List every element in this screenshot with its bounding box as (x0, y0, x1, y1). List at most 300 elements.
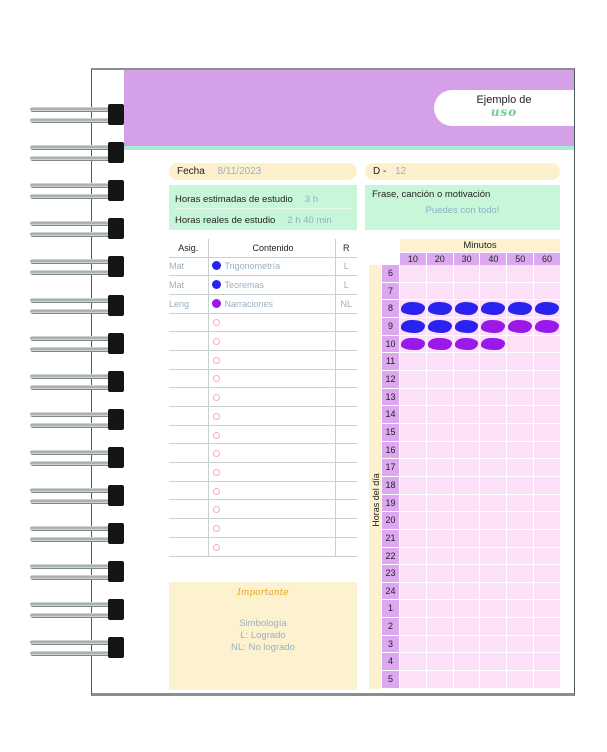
empty-circle-icon[interactable] (213, 432, 220, 439)
time-slot-cell[interactable] (427, 406, 453, 423)
time-slot-cell[interactable] (427, 442, 453, 459)
time-slot-cell[interactable] (534, 300, 560, 317)
time-slot-cell[interactable] (480, 459, 506, 476)
colored-mark-icon (455, 320, 479, 333)
time-slot-cell[interactable] (400, 512, 426, 529)
time-slot-cell[interactable] (427, 530, 453, 547)
ring-wire (30, 374, 120, 379)
time-slot-cell[interactable] (507, 583, 533, 600)
time-slot-cell[interactable] (427, 548, 453, 565)
cell-asig[interactable] (169, 350, 208, 369)
time-slot-cell[interactable] (454, 530, 480, 547)
hour-label: 22 (382, 548, 399, 565)
time-slot-cell[interactable] (427, 477, 453, 494)
title-line1: Ejemplo de (476, 94, 532, 106)
time-slot-cell[interactable] (427, 265, 453, 282)
cell-contenido[interactable] (208, 481, 335, 500)
time-slot-cell[interactable] (454, 512, 480, 529)
time-slot-cell[interactable] (400, 371, 426, 388)
time-slot-cell[interactable] (507, 389, 533, 406)
cell-asig[interactable] (169, 481, 208, 500)
date-field[interactable] (169, 163, 357, 180)
hour-row (382, 283, 560, 301)
table-row[interactable] (169, 500, 357, 519)
hour-row (382, 371, 560, 389)
time-slot-cell[interactable] (534, 636, 560, 653)
time-slot-cell[interactable] (507, 406, 533, 423)
cell-asig[interactable] (169, 500, 208, 519)
colored-mark-icon (401, 320, 425, 333)
time-slot-cell[interactable] (400, 636, 426, 653)
time-slot-cell[interactable] (507, 495, 533, 512)
time-slot-cell[interactable] (534, 548, 560, 565)
time-slot-cell[interactable] (480, 318, 506, 335)
hour-row (382, 530, 560, 548)
time-slot-cell[interactable] (507, 671, 533, 688)
colored-mark-icon (455, 302, 479, 315)
empty-circle-icon[interactable] (213, 506, 220, 513)
time-slot-cell[interactable] (480, 265, 506, 282)
ring-wire (30, 385, 120, 390)
contenido-text: Trigonometría (224, 261, 281, 272)
time-slot-cell[interactable] (507, 548, 533, 565)
cell-contenido[interactable] (208, 388, 335, 407)
hour-row (382, 565, 560, 583)
hour-label: 15 (382, 424, 399, 441)
hour-row (382, 265, 560, 283)
time-slot-cell[interactable] (454, 671, 480, 688)
time-slot-cell[interactable] (427, 636, 453, 653)
ring-wire (30, 221, 120, 226)
cell-contenido[interactable] (208, 350, 335, 369)
time-slot-cell[interactable] (534, 353, 560, 370)
cell-asig[interactable] (169, 444, 208, 463)
cell-contenido[interactable] (208, 463, 335, 482)
time-slot-cell[interactable] (534, 318, 560, 335)
time-slot-cell[interactable] (400, 442, 426, 459)
table-row[interactable] (169, 332, 357, 351)
time-slot-cell[interactable] (454, 618, 480, 635)
time-slot-cell[interactable] (534, 336, 560, 353)
time-slot-cell[interactable] (534, 600, 560, 617)
cell-r[interactable]: NL (335, 294, 357, 313)
ring-hole (108, 409, 124, 430)
cell-contenido[interactable] (208, 444, 335, 463)
cell-r[interactable] (335, 425, 357, 444)
time-slot-cell[interactable] (507, 618, 533, 635)
time-slot-cell[interactable] (480, 618, 506, 635)
time-slot-cell[interactable] (427, 300, 453, 317)
time-slot-cell[interactable] (454, 565, 480, 582)
estimated-hours-label: Horas estimadas de estudio (175, 194, 293, 205)
time-slot-cell[interactable] (454, 583, 480, 600)
binding-ring (28, 296, 124, 316)
time-slot-cell[interactable] (480, 600, 506, 617)
day-label: D - (373, 166, 387, 177)
time-slot-cell[interactable] (427, 283, 453, 300)
time-slot-cell[interactable] (480, 530, 506, 547)
time-slot-cell[interactable] (507, 371, 533, 388)
table-row[interactable] (169, 350, 357, 369)
time-slot-cell[interactable] (454, 371, 480, 388)
study-table (169, 239, 357, 557)
binding-ring (28, 219, 124, 239)
time-slot-cell[interactable] (427, 336, 453, 353)
time-slot-cell[interactable] (454, 318, 480, 335)
real-hours-row[interactable] (175, 211, 351, 230)
hour-row (382, 459, 560, 477)
cell-asig[interactable] (169, 463, 208, 482)
cell-contenido[interactable] (208, 407, 335, 426)
cell-r[interactable] (335, 537, 357, 556)
time-slot-cell[interactable] (507, 265, 533, 282)
time-slot-cell[interactable] (507, 442, 533, 459)
table-row[interactable] (169, 369, 357, 388)
time-slot-cell[interactable] (427, 371, 453, 388)
time-slot-cell[interactable] (427, 618, 453, 635)
cell-r[interactable]: L (335, 276, 357, 295)
time-slot-cell[interactable] (454, 600, 480, 617)
time-slot-cell[interactable] (480, 283, 506, 300)
table-row[interactable] (169, 388, 357, 407)
table-row[interactable] (169, 444, 357, 463)
time-slot-cell[interactable] (480, 389, 506, 406)
time-slot-cell[interactable] (480, 653, 506, 670)
ring-wire (30, 107, 120, 112)
time-slot-cell[interactable] (400, 283, 426, 300)
cell-asig[interactable]: Mat (169, 257, 208, 276)
ring-hole (108, 485, 124, 506)
col-header-contenido: Contenido (208, 239, 335, 257)
binding-ring (28, 638, 124, 658)
table-row[interactable] (169, 537, 357, 556)
cell-contenido[interactable] (208, 519, 335, 538)
table-row[interactable] (169, 463, 357, 482)
hour-label: 8 (382, 300, 399, 317)
time-slot-cell[interactable] (480, 671, 506, 688)
time-slot-cell[interactable] (507, 459, 533, 476)
empty-circle-icon[interactable] (213, 319, 220, 326)
hour-row (382, 442, 560, 460)
time-slot-cell[interactable] (427, 653, 453, 670)
empty-circle-icon[interactable] (213, 469, 220, 476)
time-slot-cell[interactable] (400, 548, 426, 565)
hour-label: 1 (382, 600, 399, 617)
time-slot-cell[interactable] (400, 353, 426, 370)
time-slot-cell[interactable] (480, 442, 506, 459)
colored-mark-icon (481, 302, 505, 315)
table-row[interactable] (169, 276, 357, 295)
cell-asig[interactable] (169, 313, 208, 332)
time-slot-cell[interactable] (507, 512, 533, 529)
time-slot-cell[interactable] (534, 265, 560, 282)
time-slot-cell[interactable] (480, 336, 506, 353)
binding-ring (28, 562, 124, 582)
time-slot-cell[interactable] (507, 600, 533, 617)
time-slot-cell[interactable] (400, 318, 426, 335)
cell-r[interactable] (335, 313, 357, 332)
hour-label: 6 (382, 265, 399, 282)
ring-wire (30, 194, 120, 199)
hour-label: 11 (382, 353, 399, 370)
hour-rows (382, 265, 560, 689)
time-slot-cell[interactable] (400, 336, 426, 353)
time-slot-cell[interactable] (454, 300, 480, 317)
table-row[interactable] (169, 425, 357, 444)
contenido-text: Narraciones (224, 298, 274, 309)
empty-circle-icon[interactable] (213, 413, 220, 420)
time-slot-cell[interactable] (507, 353, 533, 370)
day-field[interactable] (365, 163, 560, 180)
time-slot-cell[interactable] (427, 583, 453, 600)
time-slot-cell[interactable] (400, 530, 426, 547)
hour-row (382, 495, 560, 513)
time-slot-cell[interactable] (534, 565, 560, 582)
time-slot-cell[interactable] (507, 300, 533, 317)
time-slot-cell[interactable] (480, 477, 506, 494)
time-slot-cell[interactable] (507, 530, 533, 547)
time-slot-cell[interactable] (507, 636, 533, 653)
table-row[interactable] (169, 519, 357, 538)
cell-asig[interactable] (169, 425, 208, 444)
real-hours-label: Horas reales de estudio (175, 215, 276, 226)
time-slot-cell[interactable] (427, 459, 453, 476)
table-row[interactable] (169, 257, 357, 276)
time-slot-cell[interactable] (507, 477, 533, 494)
cell-asig[interactable] (169, 369, 208, 388)
hour-row (382, 653, 560, 671)
time-slot-cell[interactable] (454, 495, 480, 512)
minute-header-cell: 50 (507, 253, 533, 265)
time-slot-cell[interactable] (480, 424, 506, 441)
time-slot-cell[interactable] (507, 565, 533, 582)
time-slot-cell[interactable] (400, 600, 426, 617)
ring-hole (108, 142, 124, 163)
time-slot-cell[interactable] (534, 459, 560, 476)
time-slot-cell[interactable] (507, 283, 533, 300)
cell-contenido[interactable] (208, 369, 335, 388)
hour-label: 5 (382, 671, 399, 688)
time-slot-cell[interactable] (480, 565, 506, 582)
ring-wire (30, 640, 120, 645)
cell-asig[interactable] (169, 332, 208, 351)
hour-row (382, 300, 560, 318)
cell-asig[interactable] (169, 537, 208, 556)
hour-label: 20 (382, 512, 399, 529)
time-slot-cell[interactable] (480, 371, 506, 388)
time-slot-cell[interactable] (427, 565, 453, 582)
hour-row (382, 548, 560, 566)
time-slot-cell[interactable] (454, 424, 480, 441)
time-slot-cell[interactable] (534, 583, 560, 600)
time-slot-cell[interactable] (534, 371, 560, 388)
motivation-box[interactable] (365, 185, 560, 230)
cell-contenido[interactable] (208, 313, 335, 332)
cell-contenido[interactable] (208, 332, 335, 351)
time-slot-cell[interactable] (534, 406, 560, 423)
time-slot-cell[interactable] (427, 389, 453, 406)
time-slot-cell[interactable] (400, 265, 426, 282)
empty-circle-icon[interactable] (213, 488, 220, 495)
time-slot-cell[interactable] (427, 600, 453, 617)
time-slot-cell[interactable] (400, 583, 426, 600)
cell-asig[interactable] (169, 407, 208, 426)
time-slot-cell[interactable] (480, 495, 506, 512)
ring-hole (108, 256, 124, 277)
cell-r[interactable] (335, 463, 357, 482)
cell-r[interactable] (335, 369, 357, 388)
time-slot-cell[interactable] (400, 389, 426, 406)
hour-label: 2 (382, 618, 399, 635)
cell-r[interactable] (335, 481, 357, 500)
time-slot-cell[interactable] (534, 671, 560, 688)
ring-wire (30, 183, 120, 188)
table-row[interactable] (169, 313, 357, 332)
time-slot-cell[interactable] (480, 636, 506, 653)
time-slot-cell[interactable] (454, 265, 480, 282)
time-slot-cell[interactable] (400, 618, 426, 635)
cell-asig[interactable]: Leng (169, 294, 208, 313)
time-slot-cell[interactable] (534, 389, 560, 406)
time-slot-cell[interactable] (480, 353, 506, 370)
cell-r[interactable] (335, 519, 357, 538)
time-slot-cell[interactable] (480, 300, 506, 317)
empty-circle-icon[interactable] (213, 544, 220, 551)
empty-circle-icon[interactable] (213, 357, 220, 364)
ring-wire (30, 298, 120, 303)
empty-circle-icon[interactable] (213, 394, 220, 401)
date-value: 8/11/2023 (217, 166, 262, 177)
ring-wire (30, 526, 120, 531)
cell-r[interactable]: L (335, 257, 357, 276)
cell-contenido[interactable] (208, 425, 335, 444)
time-slot-cell[interactable] (400, 653, 426, 670)
cell-asig[interactable] (169, 519, 208, 538)
time-slot-cell[interactable] (534, 283, 560, 300)
hour-label: 17 (382, 459, 399, 476)
ring-wire (30, 118, 120, 123)
time-slot-cell[interactable] (427, 353, 453, 370)
time-slot-cell[interactable] (400, 477, 426, 494)
time-slot-cell[interactable] (454, 636, 480, 653)
time-slot-cell[interactable] (454, 442, 480, 459)
cell-asig[interactable] (169, 388, 208, 407)
cell-r[interactable] (335, 500, 357, 519)
hour-label: 19 (382, 495, 399, 512)
cell-contenido[interactable] (208, 537, 335, 556)
time-slot-cell[interactable] (480, 512, 506, 529)
cell-r[interactable] (335, 444, 357, 463)
time-slot-cell[interactable] (400, 406, 426, 423)
time-slot-cell[interactable] (534, 442, 560, 459)
time-slot-cell[interactable] (400, 565, 426, 582)
minute-header-cell: 10 (400, 253, 426, 265)
time-slot-cell[interactable] (507, 336, 533, 353)
legend-title: Simbología (239, 618, 287, 629)
time-slot-cell[interactable] (400, 671, 426, 688)
time-slot-cell[interactable] (454, 477, 480, 494)
time-slot-cell[interactable] (454, 389, 480, 406)
cell-r[interactable] (335, 388, 357, 407)
time-slot-cell[interactable] (534, 653, 560, 670)
time-slot-cell[interactable] (480, 406, 506, 423)
cell-asig[interactable]: Mat (169, 276, 208, 295)
hour-row (382, 618, 560, 636)
study-hours-box (169, 185, 357, 230)
time-slot-cell[interactable] (534, 618, 560, 635)
ring-hole (108, 295, 124, 316)
time-slot-cell[interactable] (427, 318, 453, 335)
time-slot-cell[interactable] (454, 336, 480, 353)
minute-header-cell: 30 (454, 253, 480, 265)
time-slot-cell[interactable] (507, 318, 533, 335)
important-heading: Importante (237, 588, 289, 598)
time-slot-cell[interactable] (454, 353, 480, 370)
ring-wire (30, 232, 120, 237)
time-slot-cell[interactable] (480, 583, 506, 600)
binding-ring (28, 181, 124, 201)
time-slot-cell[interactable] (454, 459, 480, 476)
hour-row (382, 336, 560, 354)
cell-contenido[interactable] (208, 257, 335, 276)
cell-contenido[interactable] (208, 500, 335, 519)
ring-hole (108, 104, 124, 125)
hour-label: 12 (382, 371, 399, 388)
time-slot-cell[interactable] (454, 548, 480, 565)
time-slot-cell[interactable] (427, 671, 453, 688)
hours-side-label: Horas del día (371, 473, 381, 527)
cell-contenido[interactable] (208, 276, 335, 295)
time-slot-cell[interactable] (427, 512, 453, 529)
time-slot-cell[interactable] (400, 300, 426, 317)
empty-circle-icon[interactable] (213, 338, 220, 345)
cell-r[interactable] (335, 332, 357, 351)
time-slot-cell[interactable] (534, 495, 560, 512)
time-slot-cell[interactable] (534, 477, 560, 494)
table-row[interactable] (169, 481, 357, 500)
time-slot-cell[interactable] (534, 424, 560, 441)
hour-label: 14 (382, 406, 399, 423)
time-slot-cell[interactable] (427, 424, 453, 441)
time-slot-cell[interactable] (480, 548, 506, 565)
hour-row (382, 636, 560, 654)
table-row[interactable] (169, 407, 357, 426)
time-slot-cell[interactable] (400, 424, 426, 441)
time-slot-cell[interactable] (427, 495, 453, 512)
time-slot-cell[interactable] (400, 459, 426, 476)
cell-r[interactable] (335, 350, 357, 369)
time-slot-cell[interactable] (534, 530, 560, 547)
time-slot-cell[interactable] (454, 283, 480, 300)
contenido-text: Teoremas (224, 280, 265, 291)
table-row[interactable] (169, 294, 357, 313)
hour-label: 3 (382, 636, 399, 653)
time-slot-cell[interactable] (534, 512, 560, 529)
time-slot-cell[interactable] (507, 424, 533, 441)
cell-contenido[interactable] (208, 294, 335, 313)
time-slot-cell[interactable] (454, 653, 480, 670)
empty-circle-icon[interactable] (213, 525, 220, 532)
empty-circle-icon[interactable] (213, 450, 220, 457)
estimated-hours-row[interactable] (175, 190, 351, 209)
hour-label: 24 (382, 583, 399, 600)
colored-mark-icon (481, 320, 505, 333)
cell-r[interactable] (335, 407, 357, 426)
time-slot-cell[interactable] (400, 495, 426, 512)
empty-circle-icon[interactable] (213, 375, 220, 382)
time-slot-cell[interactable] (454, 406, 480, 423)
time-slot-cell[interactable] (507, 653, 533, 670)
